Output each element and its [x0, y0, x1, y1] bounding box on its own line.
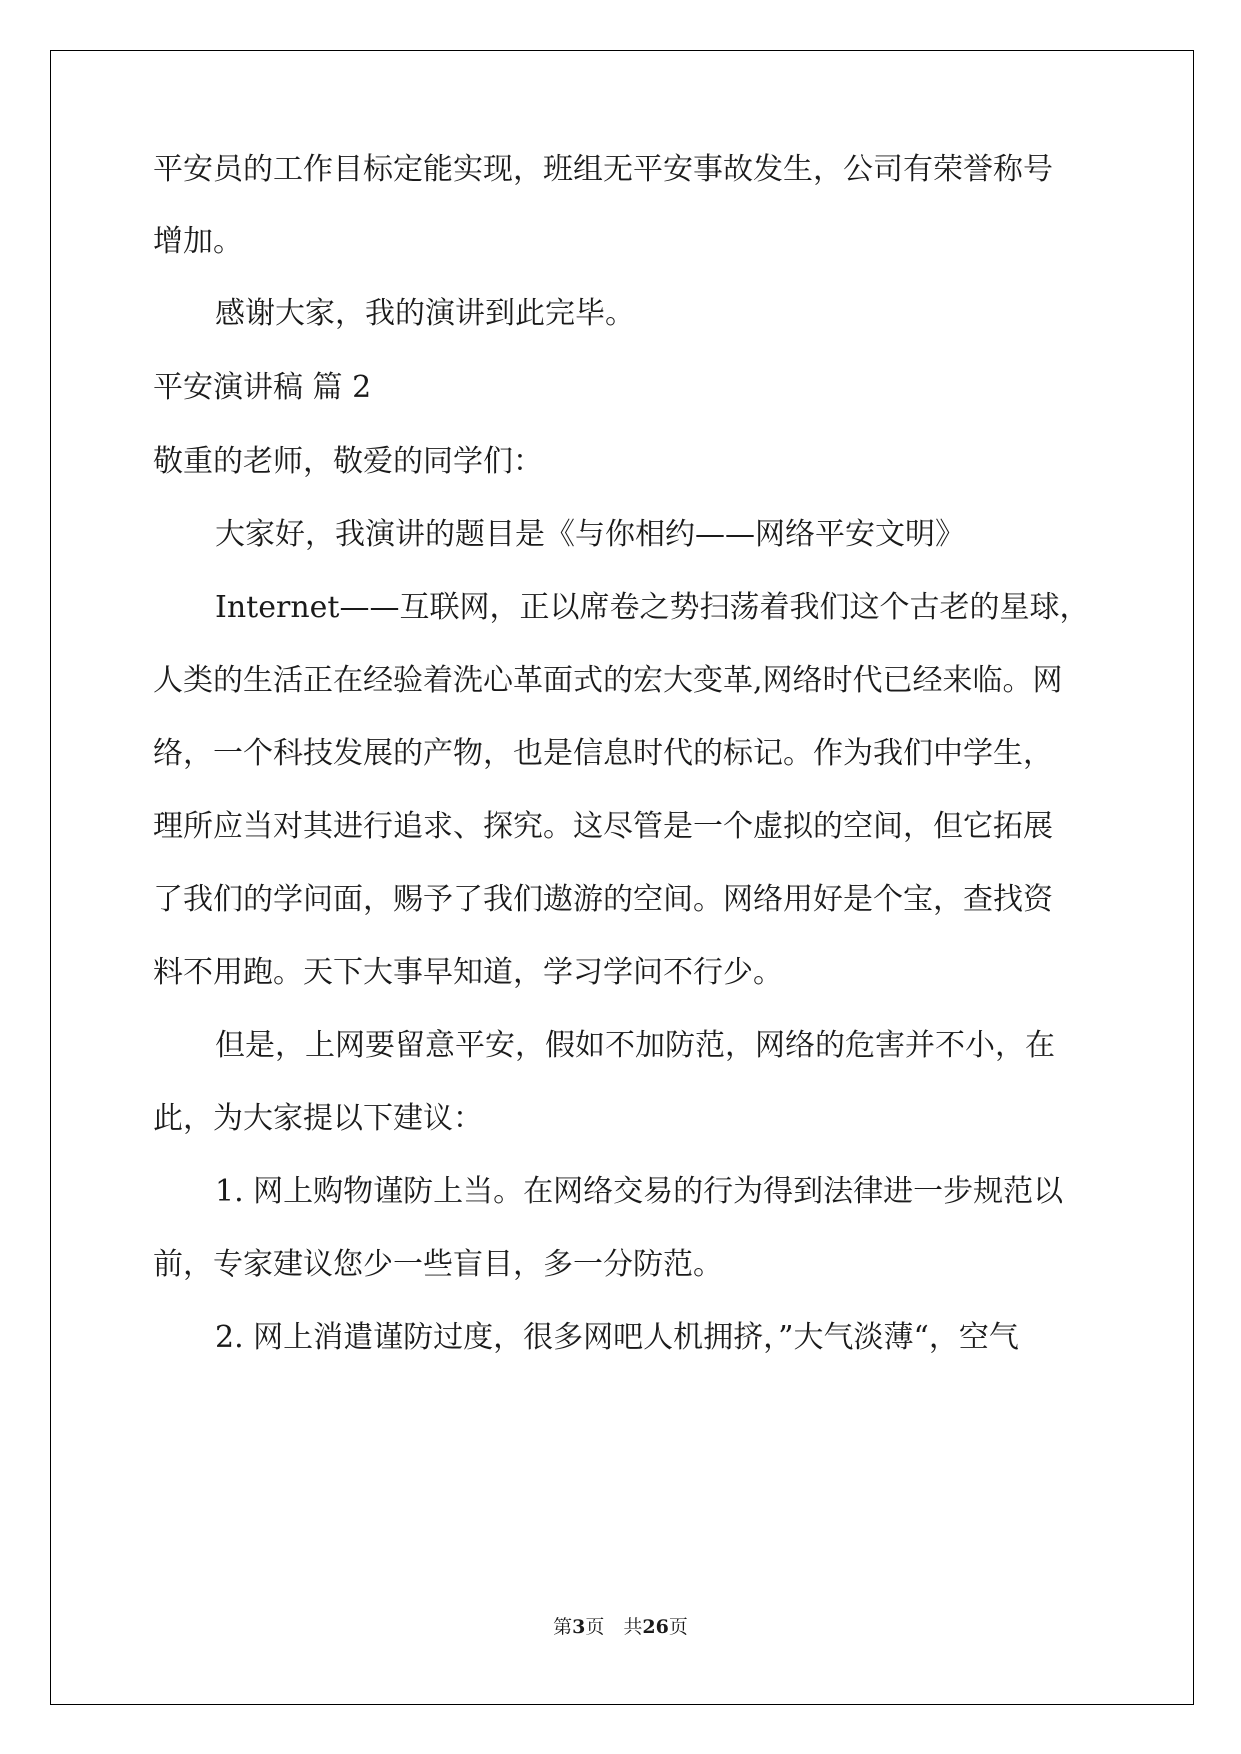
text-line-3: 感谢大家，我的演讲到此完毕。: [215, 296, 635, 331]
text-line-16: 前，专家建议您少一些盲目，多一分防范。: [153, 1247, 723, 1282]
footer-page-suffix: 页: [668, 1616, 688, 1638]
text-line-6: 大家好，我演讲的题目是《与你相约——网络平安文明》: [215, 517, 965, 552]
text-line-10: 理所应当对其进行追求、探究。这尽管是一个虚拟的空间，但它拓展: [153, 809, 1053, 844]
salutation: 敬重的老师，敬爱的同学们：: [153, 444, 543, 479]
footer-page-number: 3: [572, 1616, 586, 1638]
text-line-14: 此，为大家提以下建议：: [153, 1101, 483, 1136]
text-line-17: 2. 网上消遣谨防过度，很多网吧人机拥挤，”大气淡薄“，空气: [215, 1320, 1019, 1355]
text-line-15: 1. 网上购物谨防上当。在网络交易的行为得到法律进一步规范以: [215, 1174, 1064, 1209]
text-line-9: 络，一个科技发展的产物，也是信息时代的标记。作为我们中学生，: [153, 736, 1053, 771]
footer-total-pages: 26: [642, 1616, 669, 1638]
footer-page-mid: 页 共: [585, 1616, 643, 1638]
text-line-12: 料不用跑。天下大事早知道，学习学问不行少。: [153, 955, 783, 990]
text-line-8: 人类的生活正在经验着洗心革面式的宏大变革,网络时代已经来临。网: [153, 663, 1063, 698]
footer-page-prefix: 第: [553, 1616, 573, 1638]
page-footer: [0, 1612, 1241, 1639]
section-heading: 平安演讲稿 篇 2: [153, 370, 372, 405]
text-line-13: 但是，上网要留意平安，假如不加防范，网络的危害并不小，在: [215, 1028, 1055, 1063]
text-line-1: 平安员的工作目标定能实现，班组无平安事故发生，公司有荣誉称号: [153, 152, 1053, 187]
text-line-11: 了我们的学问面，赐予了我们遨游的空间。网络用好是个宝，查找资: [153, 882, 1053, 917]
text-line-7: Internet——互联网，正以席卷之势扫荡着我们这个古老的星球，: [215, 590, 1090, 625]
text-line-2: 增加。: [153, 224, 243, 259]
